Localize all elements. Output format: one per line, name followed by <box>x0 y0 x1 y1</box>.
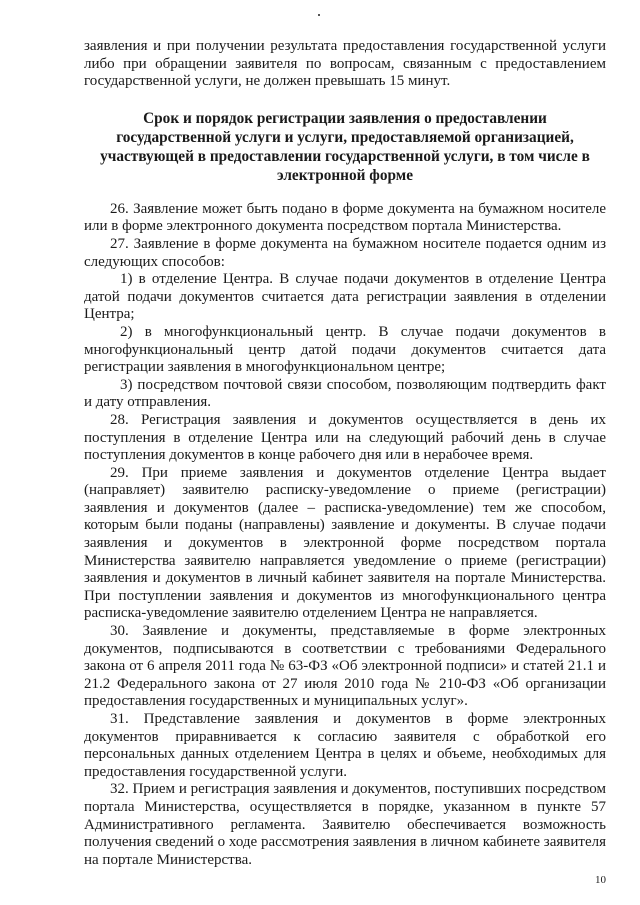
page-number: 10 <box>595 874 606 886</box>
scan-mark <box>318 14 320 16</box>
paragraph-30: 30. Заявление и документы, представляемые в форме электронных документов, подписываются в соответствии с требованиями Федерального закона от 6 апреля 2011 года № 63-ФЗ «Об электронной подписи» и статей 21.1 и 21.2 Федерального закона от 27 июля 2010 года № 210-ФЗ «Об организации предоставления государственных и муниципальных услуг». <box>84 623 606 710</box>
paragraph-27: 27. Заявление в форме документа на бумажном носителе подается одним из следующих способов: <box>84 235 606 270</box>
section-heading: Срок и порядок регистрации заявления о предоставлении государственной услуги и услуги, предоставляемой организацией, участвующей в предоставлении государственной услуги, в том числе в электронной форме <box>100 109 590 184</box>
paragraph-32: 32. Прием и регистрация заявления и документов, поступивших посредством портала Министерства, осуществляется в порядке, указанном в пункте 57 Административного регламента. Заявителю обеспечивается возможность получения сведений о ходе рассмотрения заявления в личном кабинете заявителя на портале Министерства. <box>84 781 606 868</box>
paragraph-29: 29. При приеме заявления и документов отделение Центра выдает (направляет) заявителю расписку-уведомление о приеме (регистрации) заявления и документов (далее – расписка-уведомление) тем же способом, которым были поданы (направлены) заявление и документы. В случае подачи заявления и документов в электронной форме посредством портала Министерства заявителю направляется уведомление о приеме (регистрации) заявления и документов в личный кабинет заявителя на портале Министерства. При поступлении заявления и документов из многофункционального центра расписка-уведомление заявителю отделением Центра не направляется. <box>84 464 606 622</box>
list-item-2: 2) в многофункциональный центр. В случае подачи документов в многофункциональный центр датой подачи документов считается дата регистрации заявления в многофункциональном центре; <box>84 323 606 376</box>
paragraph-26: 26. Заявление может быть подано в форме документа на бумажном носителе или в форме электронного документа посредством портала Министерства. <box>84 200 606 235</box>
paragraph-28: 28. Регистрация заявления и документов осуществляется в день их поступления в отделение Центра или на следующий рабочий день в случае поступления документов в конце рабочего дня или в нерабочее время. <box>84 411 606 464</box>
paragraph-31: 31. Представление заявления и документов в форме электронных документов приравнивается к согласию заявителя с обработкой его персональных данных отделением Центра в целях и объеме, необходимых для предоставления государственной услуги. <box>84 711 606 780</box>
list-item-1: 1) в отделение Центра. В случае подачи документов в отделение Центра датой подачи документов считается дата регистрации заявления в отделении Центра; <box>84 271 606 323</box>
continuation-paragraph: заявления и при получении результата предоставления государственной услуги либо при обращении заявителя по вопросам, связанным с предоставлением государственной услуги, не должен превышать 15 минут. <box>84 38 606 90</box>
list-item-3: 3) посредством почтовой связи способом, позволяющим подтвердить факт и дату отправления. <box>84 376 606 411</box>
